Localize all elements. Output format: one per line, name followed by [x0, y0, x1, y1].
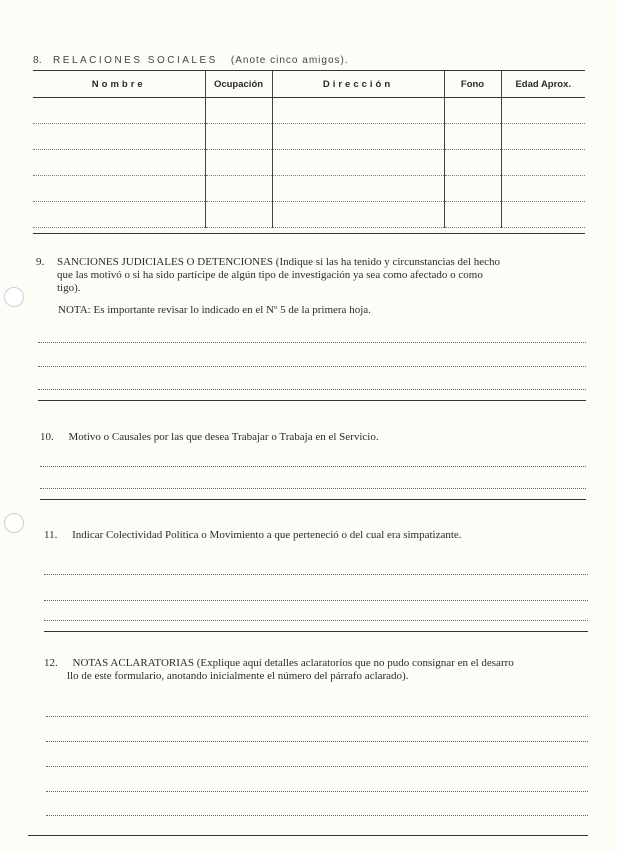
- section-title: RELACIONES SOCIALES: [53, 55, 218, 66]
- answer-line[interactable]: [40, 466, 586, 467]
- answer-line[interactable]: [38, 389, 586, 390]
- table-row: [33, 124, 585, 150]
- table-cell[interactable]: [33, 124, 205, 150]
- section-divider: [38, 400, 586, 401]
- table-cell[interactable]: [501, 202, 585, 228]
- table-cell[interactable]: [501, 176, 585, 202]
- table-cell[interactable]: [444, 124, 501, 150]
- section-11-heading: [44, 529, 462, 542]
- answer-line[interactable]: [46, 815, 588, 816]
- answer-line[interactable]: [44, 574, 588, 575]
- table-cell[interactable]: [272, 124, 444, 150]
- section-9-line-3: tigo).: [57, 282, 81, 294]
- section-note: (Anote cinco amigos).: [230, 55, 349, 66]
- answer-line[interactable]: [46, 716, 588, 717]
- table-cell[interactable]: [205, 124, 272, 150]
- table-cell[interactable]: [272, 98, 444, 124]
- table-row: [33, 150, 585, 176]
- table-row: [33, 202, 585, 228]
- answer-line[interactable]: [38, 342, 586, 343]
- table-cell[interactable]: [501, 150, 585, 176]
- table-header-row: [33, 71, 585, 98]
- section-12-text: [44, 657, 604, 683]
- table-cell[interactable]: [205, 176, 272, 202]
- section-9-note: NOTA: Es importante revisar lo indicado en el Nº 5 de la primera hoja.: [58, 304, 371, 316]
- column-header-fono: Fono: [444, 71, 501, 98]
- section-number: 10.: [40, 431, 54, 443]
- table-cell[interactable]: [444, 150, 501, 176]
- table-cell[interactable]: [33, 150, 205, 176]
- table-cell[interactable]: [272, 176, 444, 202]
- column-header-nombre: Nombre: [33, 71, 205, 98]
- column-header-direccion: Dirección: [272, 71, 444, 98]
- table-row: [33, 176, 585, 202]
- answer-line[interactable]: [44, 600, 588, 601]
- section-9-line-2: que las motivó o si ha sido partícipe de algún tipo de investigación ya sea como afectado o como: [57, 269, 483, 281]
- column-header-edad: Edad Aprox.: [501, 71, 585, 98]
- table-cell[interactable]: [501, 124, 585, 150]
- table-cell[interactable]: [444, 176, 501, 202]
- section-9-text: [36, 256, 596, 295]
- table-cell[interactable]: [272, 202, 444, 228]
- section-8-heading: [33, 55, 349, 66]
- section-12-line-2: llo de este formulario, anotando inicialmente el número del párrafo aclarado).: [67, 670, 409, 682]
- section-number: 11.: [44, 529, 58, 541]
- section-10-text: Motivo o Causales por las que desea Trabajar o Trabaja en el Servicio.: [68, 431, 379, 443]
- section-divider: [33, 233, 585, 234]
- section-9-line-1: SANCIONES JUDICIALES O DETENCIONES (Indique si las ha tenido y circunstancias del hecho: [57, 256, 500, 268]
- column-header-ocupacion: Ocupación: [205, 71, 272, 98]
- section-number: 12.: [44, 657, 58, 669]
- section-divider: [28, 835, 588, 836]
- answer-line[interactable]: [38, 366, 586, 367]
- table-row: [33, 98, 585, 124]
- table-cell[interactable]: [205, 98, 272, 124]
- answer-line[interactable]: [46, 741, 588, 742]
- friends-table: [33, 70, 585, 228]
- punch-hole: [4, 513, 24, 533]
- punch-hole: [4, 287, 24, 307]
- table-cell[interactable]: [33, 98, 205, 124]
- answer-line[interactable]: [40, 488, 586, 489]
- table-cell[interactable]: [501, 98, 585, 124]
- table-cell[interactable]: [444, 98, 501, 124]
- answer-line[interactable]: [46, 766, 588, 767]
- table-cell[interactable]: [205, 202, 272, 228]
- section-number: 8.: [33, 55, 42, 66]
- section-12-line-1: NOTAS ACLARATORIAS (Explique aquí detalles aclaratorios que no pudo consignar en el desarro: [72, 657, 514, 669]
- answer-line[interactable]: [44, 620, 588, 621]
- section-divider: [40, 499, 586, 500]
- answer-line[interactable]: [46, 791, 588, 792]
- section-divider: [44, 631, 588, 632]
- table-cell[interactable]: [205, 150, 272, 176]
- section-11-text: Indicar Colectividad Política o Movimiento a que perteneció o del cual era simpatizante.: [72, 529, 462, 541]
- table-cell[interactable]: [33, 202, 205, 228]
- section-number: 9.: [36, 256, 45, 268]
- section-10-heading: [40, 431, 379, 444]
- table-cell[interactable]: [33, 176, 205, 202]
- table-cell[interactable]: [444, 202, 501, 228]
- table-cell[interactable]: [272, 150, 444, 176]
